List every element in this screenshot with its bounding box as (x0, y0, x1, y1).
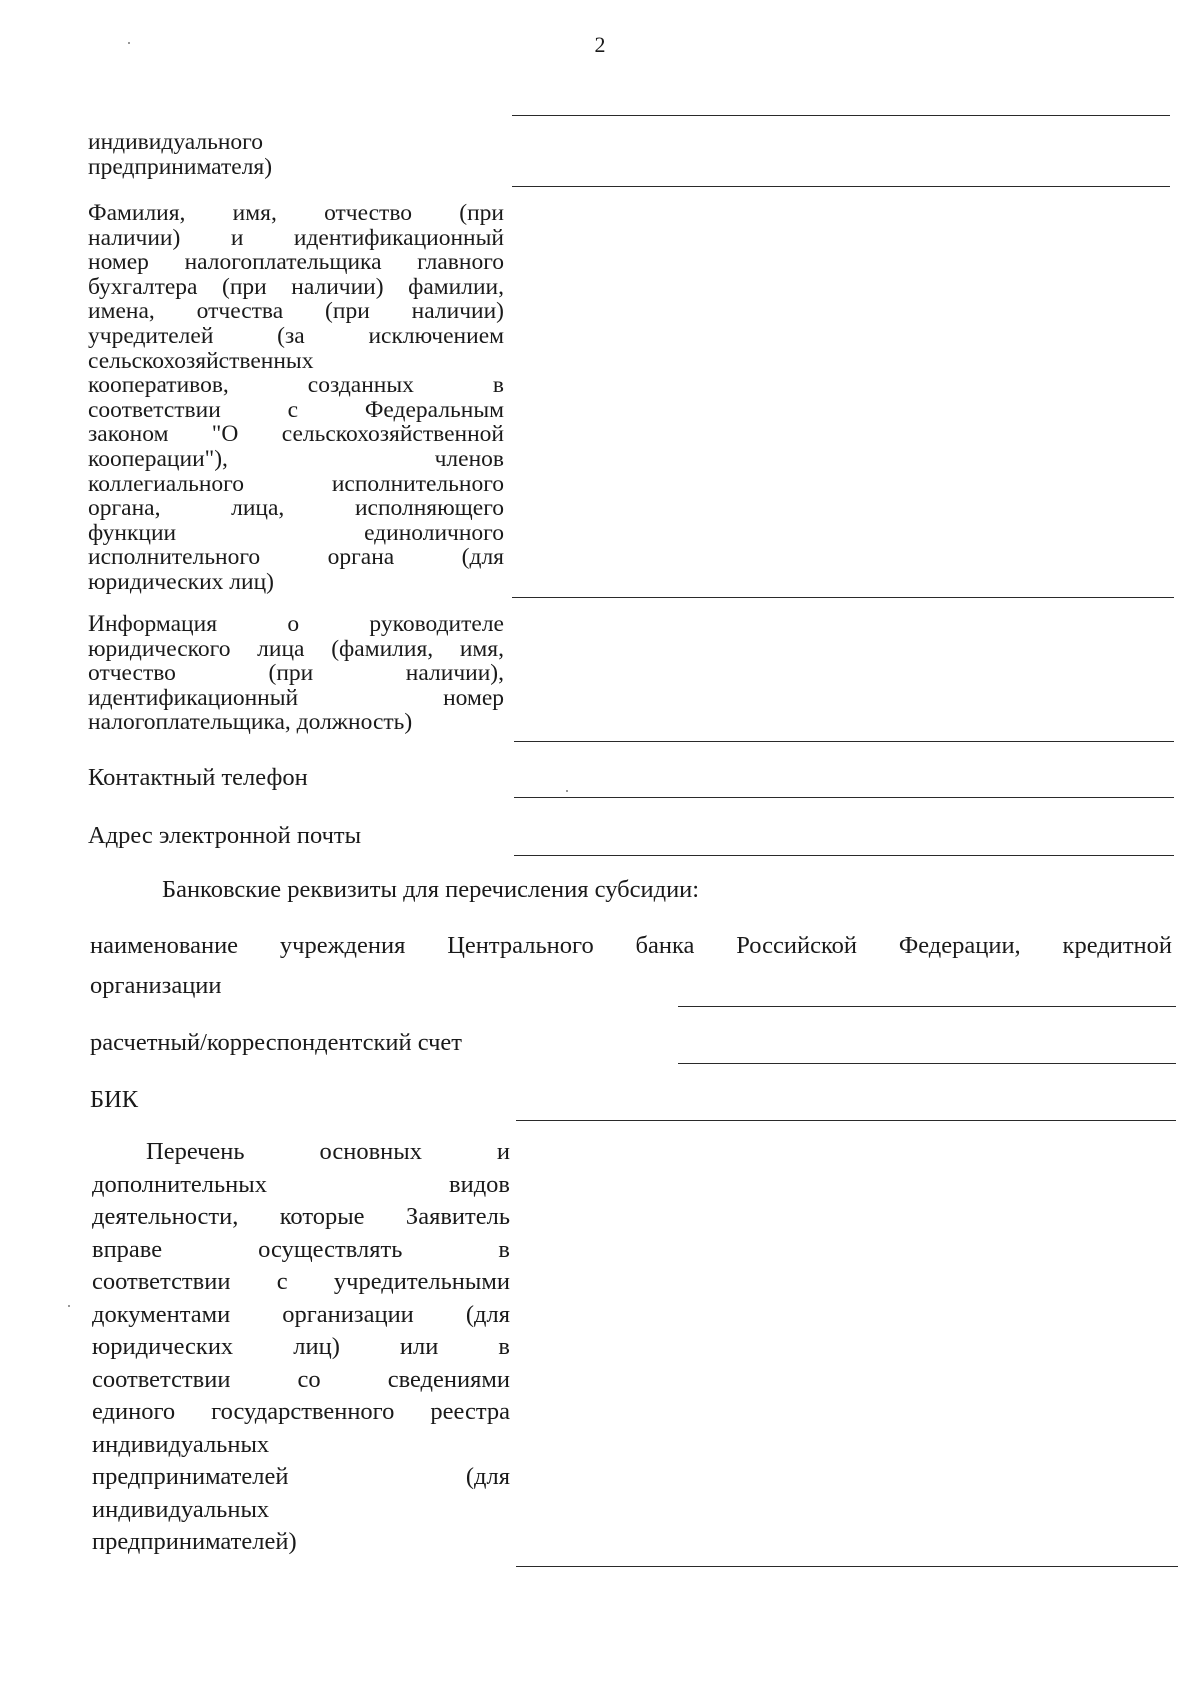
label-line: Перечень основных и (146, 1138, 510, 1165)
scan-speck (128, 42, 130, 44)
label-line: учредителей (за исключением (88, 322, 504, 349)
label-line: единого государственного реестра (92, 1398, 510, 1425)
founders-label (88, 201, 504, 595)
entry-line-ip-name[interactable] (512, 186, 1170, 187)
entry-line-founders[interactable] (512, 597, 1174, 598)
label-line: предпринимателей) (92, 1528, 297, 1555)
label-line: юридического лица (фамилия, имя, (88, 635, 504, 662)
label-line: индивидуальных (92, 1430, 270, 1458)
entry-line-top[interactable] (512, 115, 1170, 116)
label-line: индивидуального (88, 129, 263, 155)
label-line: исполнительного органа (для (88, 544, 504, 571)
bank-heading: Банковские реквизиты для перечисления субсидии: (162, 876, 700, 903)
label-line: сельскохозяйственных (88, 347, 314, 374)
label-line: законом "О сельскохозяйственной (88, 421, 504, 448)
ip-name-label (88, 130, 508, 179)
account-label: расчетный/корреспондентский счет (90, 1029, 463, 1056)
label-line: имена, отчества (при наличии) (88, 298, 504, 325)
label-line: юридических лиц) или в (92, 1333, 510, 1360)
bank-institution-label: наименование учреждения Центрального банка Российской Федерации, кредитной (90, 932, 1172, 959)
phone-label: Контактный телефон (88, 764, 308, 791)
label-line: кооперации"), членов (88, 445, 504, 472)
head-info-label (88, 612, 504, 735)
label-line: вправе осуществлять в (92, 1235, 510, 1263)
label-line: соответствии со сведениями (92, 1365, 510, 1393)
label-line: Информация о руководителе (88, 611, 504, 637)
entry-line-head-info[interactable] (514, 741, 1174, 742)
label-line: бухгалтера (при наличии) фамилии, (88, 273, 504, 300)
page-number: 2 (594, 32, 606, 57)
entry-line-email[interactable] (514, 855, 1174, 856)
bank-institution-label-cont: организации (90, 972, 222, 999)
label-line: Фамилия, имя, отчество (при (88, 200, 504, 226)
label-line: юридических лиц) (88, 568, 275, 595)
label-line: соответствии с учредительными (92, 1268, 510, 1295)
entry-line-bik[interactable] (516, 1120, 1176, 1121)
label-line: органа, лица, исполняющего (88, 495, 504, 522)
label-line: предпринимателя) (88, 153, 273, 180)
bik-label: БИК (90, 1086, 139, 1113)
label-line: номер налогоплательщика главного (88, 249, 504, 276)
label-line: деятельности, которые Заявитель (92, 1203, 510, 1230)
entry-line-phone[interactable] (514, 797, 1174, 798)
label-line: идентификационный номер (88, 684, 504, 711)
label-line: налогоплательщика, должность) (88, 709, 413, 736)
entry-line-activities[interactable] (516, 1566, 1178, 1567)
label-line: индивидуальных (92, 1495, 270, 1523)
email-label: Адрес электронной почты (88, 822, 362, 849)
label-line: функции единоличного (88, 519, 504, 546)
label-line: документами организации (для (92, 1300, 510, 1328)
label-line: дополнительных видов (92, 1170, 510, 1198)
label-line: наличии) и идентификационный (88, 224, 504, 251)
label-line: предпринимателей (для (92, 1463, 510, 1490)
label-line: отчество (при наличии), (88, 660, 504, 687)
label-line: коллегиального исполнительного (88, 470, 504, 497)
scan-speck (68, 1305, 70, 1307)
entry-line-account[interactable] (678, 1063, 1176, 1064)
label-line: кооперативов, созданных в (88, 372, 504, 399)
label-line: соответствии с Федеральным (88, 396, 504, 423)
entry-line-institution[interactable] (678, 1006, 1176, 1007)
activities-label (92, 1136, 510, 1559)
scan-speck (566, 790, 568, 792)
